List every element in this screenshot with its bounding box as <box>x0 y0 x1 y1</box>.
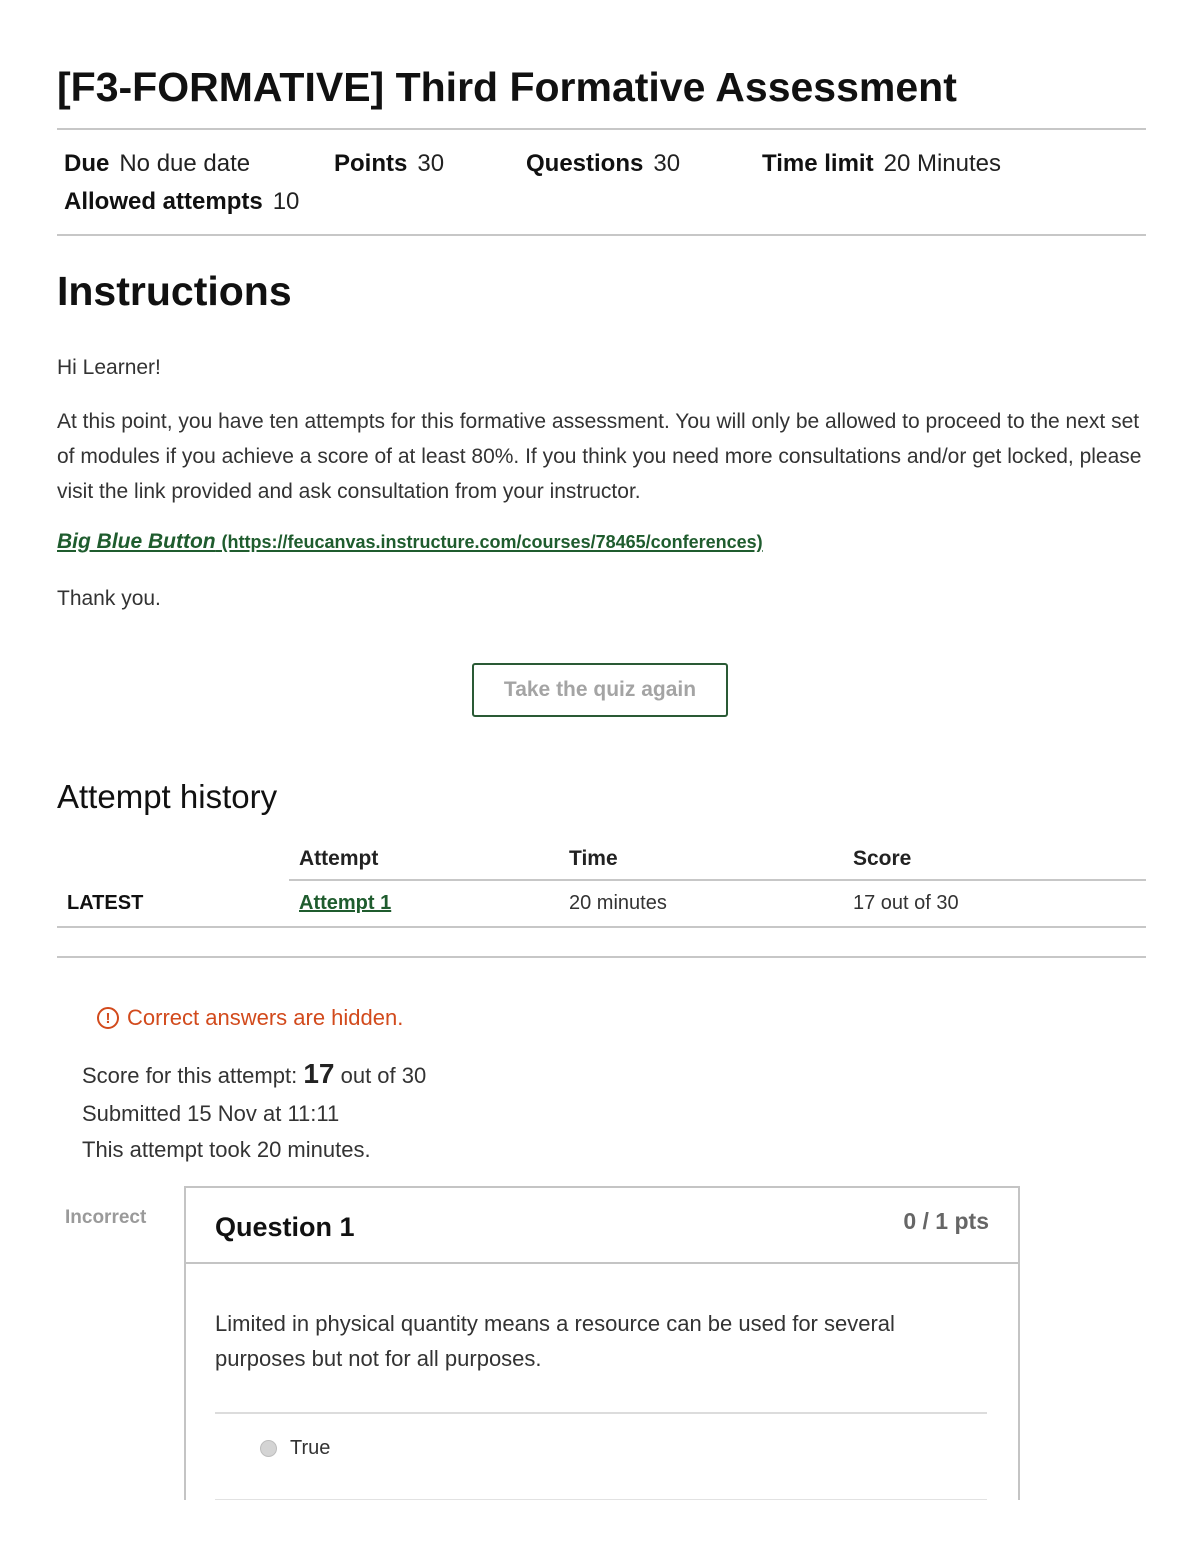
column-header-time: Time <box>569 847 618 870</box>
question-title: Question 1 <box>215 1212 355 1242</box>
conference-link-line <box>57 530 763 554</box>
attempt-time: 20 minutes <box>569 892 667 914</box>
meta-attempts-label: Allowed attempts <box>64 188 263 215</box>
instructions-greeting: Hi Learner! <box>57 356 161 379</box>
meta-time-limit-label: Time limit <box>762 150 874 177</box>
alert-text: Correct answers are hidden. <box>127 1005 404 1030</box>
page-title: [F3-FORMATIVE] Third Formative Assessment <box>57 64 957 110</box>
attempt-score: 17 out of 30 <box>853 892 959 914</box>
meta-time-limit-value: 20 Minutes <box>883 150 1001 177</box>
radio-icon[interactable] <box>260 1440 277 1457</box>
meta-divider <box>57 234 1146 236</box>
meta-points-value: 30 <box>417 150 445 177</box>
instructions-closing: Thank you. <box>57 587 161 610</box>
meta-time-limit <box>762 150 1001 178</box>
question-points: 0 / 1 pts <box>903 1208 989 1234</box>
meta-attempts-value: 10 <box>272 188 300 215</box>
meta-points <box>334 150 444 178</box>
question-status-label: Incorrect <box>65 1207 147 1228</box>
column-header-attempt: Attempt <box>299 847 379 870</box>
meta-points-label: Points <box>334 150 408 177</box>
meta-due-value: No due date <box>119 150 251 177</box>
meta-questions-label: Questions <box>526 150 644 177</box>
table-bottom-divider <box>57 926 1146 928</box>
submitted-time: Submitted 15 Nov at 11:11 <box>82 1101 340 1126</box>
instructions-body: At this point, you have ten attempts for this formative assessment. You will only be allowed to proceed to the next set of modules if you achieve a score of at least 80%. If you think you need more consultations and/or get locked, please visit the link provided and ask consultation from your instructor. <box>57 410 1142 503</box>
latest-tag: LATEST <box>67 892 144 914</box>
instructions-heading: Instructions <box>57 268 292 314</box>
attempt-duration: This attempt took 20 minutes. <box>82 1137 371 1162</box>
conference-link-text: Big Blue Button <box>57 530 216 553</box>
title-divider <box>57 128 1146 130</box>
meta-questions-value: 30 <box>653 150 681 177</box>
take-quiz-again-button[interactable]: Take the quiz again <box>472 663 728 717</box>
score-value: 17 <box>303 1058 335 1089</box>
answer-divider <box>215 1499 987 1500</box>
answer-label: True <box>290 1437 331 1459</box>
warning-icon: ! <box>97 1007 119 1029</box>
attempt-history-heading: Attempt history <box>57 778 278 815</box>
score-suffix: out of 30 <box>340 1063 427 1088</box>
attempt-1-link[interactable]: Attempt 1 <box>299 892 392 914</box>
question-card <box>184 1186 1020 1500</box>
question-text: Limited in physical quantity means a resource can be used for several purposes but not for all purposes. <box>215 1311 895 1371</box>
quiz-meta-row-2 <box>64 188 299 216</box>
question-header <box>186 1188 1018 1264</box>
answer-option-true[interactable] <box>260 1437 330 1460</box>
correct-answers-hidden-alert <box>97 1005 403 1031</box>
conference-link[interactable] <box>57 530 763 553</box>
meta-due <box>64 150 250 178</box>
table-header-divider <box>289 879 1146 881</box>
section-divider <box>57 956 1146 958</box>
answers-divider <box>215 1412 987 1414</box>
meta-questions <box>526 150 680 178</box>
score-prefix: Score for this attempt: <box>82 1063 298 1088</box>
attempt-score-line <box>82 1058 426 1090</box>
quiz-meta-row-1 <box>64 150 1144 180</box>
meta-due-label: Due <box>64 150 110 177</box>
column-header-score: Score <box>853 847 912 870</box>
conference-link-url: (https://feucanvas.instructure.com/courses/78465/conferences) <box>221 532 763 552</box>
